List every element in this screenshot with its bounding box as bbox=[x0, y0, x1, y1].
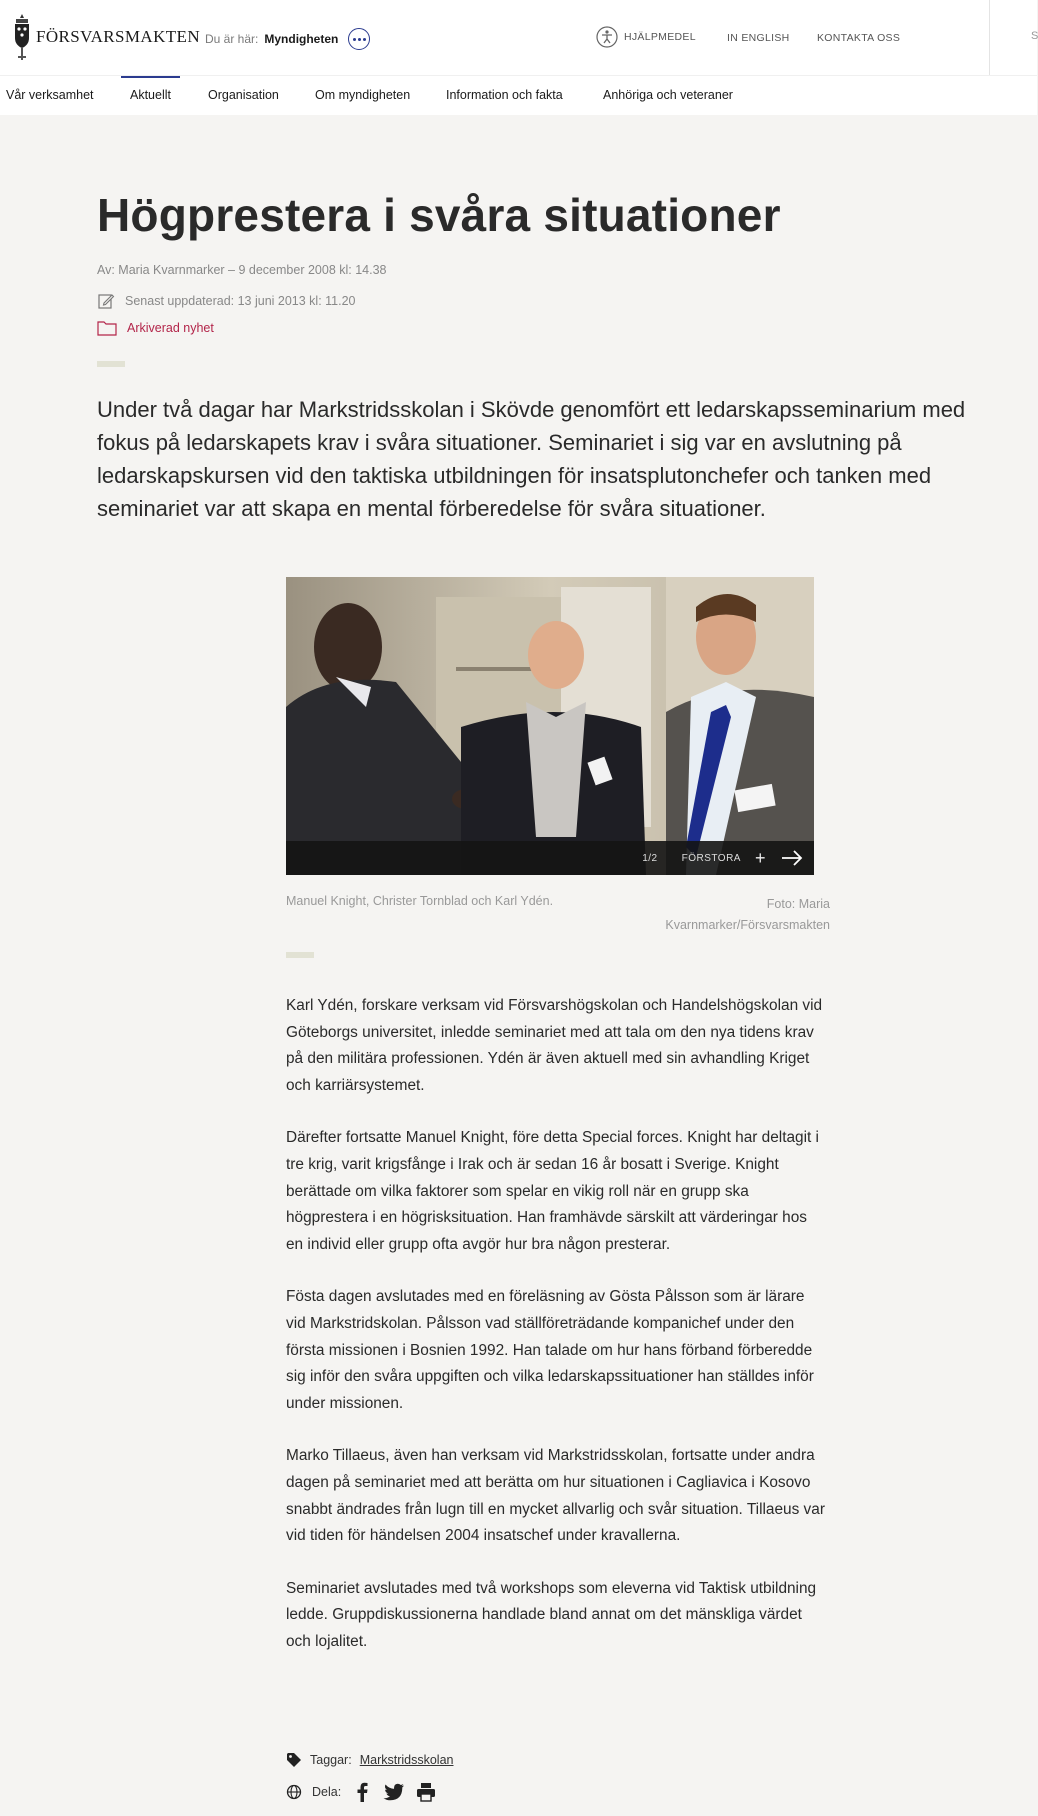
nav-item-om-myndigheten[interactable]: Om myndigheten bbox=[315, 88, 411, 102]
main-nav bbox=[0, 75, 1037, 115]
article-body bbox=[286, 993, 826, 1681]
page-title: Högprestera i svåra situationer bbox=[97, 189, 781, 241]
image-counter: 1/2 bbox=[642, 852, 658, 864]
article-meta: Av: Maria Kvarnmarker – 9 december 2008 kl: 14.38 bbox=[97, 263, 387, 277]
search-edge-text[interactable]: S bbox=[1031, 30, 1038, 42]
section-divider bbox=[97, 361, 125, 367]
tags-label: Taggar: bbox=[310, 1753, 352, 1767]
section-divider bbox=[286, 952, 314, 958]
image-caption: Manuel Knight, Christer Tornblad och Karl Ydén. bbox=[286, 894, 554, 908]
archived-label: Arkiverad nyhet bbox=[127, 321, 214, 335]
last-updated-text: Senast uppdaterad: 13 juni 2013 kl: 11.20 bbox=[125, 294, 356, 308]
article-image[interactable] bbox=[286, 577, 814, 875]
arrow-right-icon[interactable] bbox=[780, 849, 804, 867]
accessibility-icon bbox=[596, 26, 618, 48]
nav-item-information-och-fakta[interactable]: Information och fakta bbox=[446, 88, 563, 102]
last-updated bbox=[97, 292, 356, 310]
enlarge-label: FÖRSTORA bbox=[681, 852, 741, 864]
breadcrumb-current[interactable]: Myndigheten bbox=[264, 32, 339, 46]
nav-item-organisation[interactable]: Organisation bbox=[208, 88, 279, 102]
logo-text: FÖRSVARSMAKTEN bbox=[36, 27, 200, 46]
share-row bbox=[286, 1781, 437, 1803]
globe-icon bbox=[286, 1784, 302, 1800]
english-link[interactable] bbox=[727, 32, 790, 44]
contact-link[interactable] bbox=[817, 32, 900, 44]
help-link[interactable] bbox=[596, 26, 696, 48]
site-header bbox=[0, 0, 1037, 75]
body-paragraph: Seminariet avslutades med två workshops som eleverna vid Taktisk utbildning ledde. Gruppdiskussionerna handlade bland annat om det mänskliga värdet och lojalitet. bbox=[286, 1579, 817, 1650]
body-paragraph: Karl Ydén, forskare verksam vid Försvarshögskolan och Handelshögskolan vid Göteborgs universitet, inledde seminariet med att tala om den nya tidens krav på den militära professionen. Ydén är även aktuell med sin avhandling Kriget och karriärsystemet. bbox=[286, 997, 823, 1094]
tags-row bbox=[286, 1752, 453, 1768]
body-paragraph: Därefter fortsatte Manuel Knight, före detta Special forces. Knight har deltagit i tre krig, varit krigsfånge i Irak och är sedan 16 år bosatt i Sverige. Knight berättade om vilka faktorer som spelar en vikig roll när en grupp ska högprestera i en högrisksituation. Han framhävde särskilt att värderingar hos en individ eller grupp ofta avgör hur bra någon presterar. bbox=[286, 1129, 819, 1253]
facebook-icon[interactable] bbox=[351, 1781, 373, 1803]
plus-icon[interactable]: + bbox=[754, 848, 766, 868]
nav-item-var-verksamhet[interactable]: Vår verksamhet bbox=[6, 88, 94, 102]
tag-icon bbox=[286, 1752, 302, 1768]
more-dots-icon[interactable] bbox=[348, 28, 370, 50]
site-logo[interactable] bbox=[12, 12, 200, 62]
body-paragraph: Marko Tillaeus, även han verksam vid Markstridsskolan, fortsatte under andra dagen på seminariet med att berätta om hur situationen i Cagliavica i Kosovo snabbt ändrades från lugn till en mycket allvarlig och svår situation. Tillaeus var vid tiden för händelsen 2004 insatschef under kravallerna. bbox=[286, 1447, 825, 1545]
nav-item-anhoriga-och-veteraner[interactable]: Anhöriga och veteraner bbox=[603, 88, 733, 102]
lead-paragraph: Under två dagar har Markstridsskolan i Skövde genomfört ett ledarskapsseminarium med fokus på ledarskapets krav i svåra situationer. Seminariet i sig var en avslutning på ledarskapskursen vid den taktiska utbildningen för insatsplutonchefer och tanken med seminariet var att skapa en mental förberedelse för svåra situationer. bbox=[97, 397, 966, 521]
image-credit: Foto: Maria Kvarnmarker/Försvarsmakten bbox=[665, 897, 830, 932]
share-label: Dela: bbox=[312, 1785, 342, 1799]
archived-badge[interactable] bbox=[97, 320, 214, 336]
enlarge-button[interactable] bbox=[682, 853, 741, 864]
header-divider bbox=[989, 0, 990, 75]
image-toolbar bbox=[286, 841, 814, 875]
body-paragraph: Fösta dagen avslutades med en föreläsning av Gösta Pålsson som är lärare vid Markstridskolan. Pålsson vad ställföreträdande kompanichef under den första missionen i Bosnien 1992. Han talade om hur hans förband förberedde sig inför den svåra uppgiften och vilka ledarskapssituationer han ställdes inför under missionen. bbox=[286, 1288, 814, 1412]
crest-logo-icon bbox=[12, 12, 32, 62]
print-icon[interactable] bbox=[415, 1781, 437, 1803]
photo-illustration bbox=[286, 577, 814, 875]
nav-item-aktuellt[interactable]: Aktuellt bbox=[130, 88, 171, 102]
breadcrumb-prefix: Du är här: bbox=[205, 32, 259, 46]
english-label: IN ENGLISH bbox=[727, 32, 790, 44]
twitter-icon[interactable] bbox=[383, 1781, 405, 1803]
folder-icon bbox=[97, 320, 117, 336]
help-label: HJÄLPMEDEL bbox=[624, 31, 696, 43]
edit-icon bbox=[97, 292, 115, 310]
tag-link[interactable]: Markstridsskolan bbox=[359, 1753, 454, 1767]
breadcrumb bbox=[205, 28, 370, 50]
contact-label: KONTAKTA OSS bbox=[817, 32, 901, 44]
